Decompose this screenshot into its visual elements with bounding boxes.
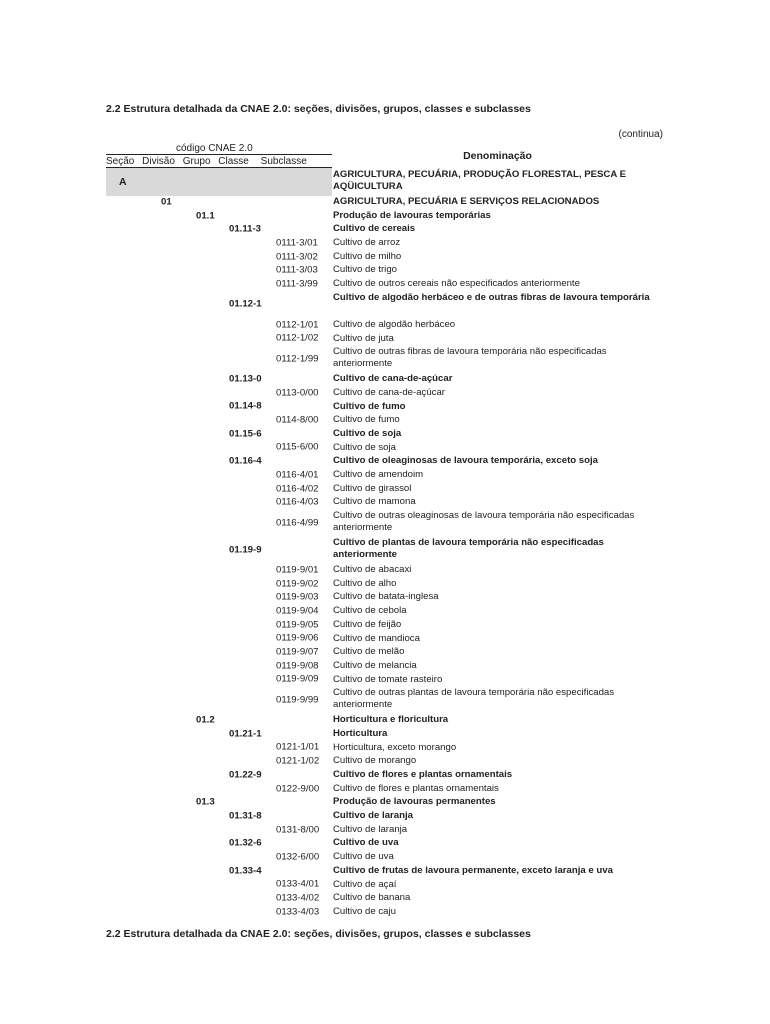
table-row bbox=[0, 632, 770, 646]
table-row bbox=[0, 168, 770, 195]
denominacao-cell: Cultivo de feijão bbox=[333, 618, 402, 630]
table-row bbox=[0, 604, 770, 618]
table-row bbox=[0, 590, 770, 604]
table-row bbox=[0, 563, 770, 577]
table-row bbox=[0, 713, 770, 727]
denominacao-cell: Cultivo de melão bbox=[333, 646, 405, 658]
header-subclasse: Subclasse bbox=[260, 156, 307, 167]
table-row bbox=[0, 413, 770, 427]
denominacao-cell: Produção de lavouras permanentes bbox=[333, 796, 496, 808]
table-row bbox=[0, 250, 770, 264]
denominacao-cell: Cultivo de cana-de-açúcar bbox=[333, 373, 453, 385]
table-row bbox=[0, 400, 770, 414]
subclasse-code: 0111-3/02 bbox=[276, 251, 318, 263]
table-row bbox=[0, 823, 770, 837]
classe-code: 01.32-6 bbox=[229, 837, 262, 849]
header-code-label: código CNAE 2.0 bbox=[176, 143, 253, 154]
denominacao-cell: Cultivo de soja bbox=[333, 427, 402, 439]
denominacao-cell: Cultivo de outras fibras de lavoura temporária não especificadas anteriormente bbox=[333, 346, 607, 370]
header-columns bbox=[106, 156, 312, 167]
subclasse-code: 0132-6/00 bbox=[276, 851, 320, 863]
classe-code: 01.14-8 bbox=[229, 400, 262, 412]
subclasse-code: 0119-9/99 bbox=[276, 694, 319, 706]
classe-code: 01.12-1 bbox=[229, 298, 262, 310]
denominacao-cell: Cultivo de girassol bbox=[333, 482, 412, 494]
classe-code: 01.15-6 bbox=[229, 428, 262, 440]
subclasse-code: 0115-6/00 bbox=[276, 441, 319, 453]
table-row bbox=[0, 673, 770, 687]
table-row bbox=[0, 454, 770, 468]
table-row bbox=[0, 318, 770, 332]
subclasse-code: 0116-4/99 bbox=[276, 517, 319, 529]
denominacao-cell: Cultivo de batata-inglesa bbox=[333, 591, 439, 603]
subclasse-code: 0119-9/05 bbox=[276, 619, 319, 631]
denominacao-cell: Cultivo de morango bbox=[333, 755, 417, 767]
denominacao-cell: Cultivo de fumo bbox=[333, 414, 400, 426]
subclasse-code: 0114-8/00 bbox=[276, 414, 319, 426]
classe-code: 01.21-1 bbox=[229, 728, 262, 740]
table-row bbox=[0, 754, 770, 768]
subclasse-code: 0111-3/99 bbox=[276, 278, 318, 290]
subclasse-code: 0121-1/01 bbox=[276, 741, 320, 753]
table-row bbox=[0, 686, 770, 713]
table-row bbox=[0, 345, 770, 372]
header-code-underline bbox=[106, 154, 332, 155]
table-row bbox=[0, 236, 770, 250]
denominacao-cell: Cultivo de algodão herbáceo e de outras fibras de lavoura temporária bbox=[333, 291, 650, 303]
table-row bbox=[0, 768, 770, 782]
denominacao-cell: Cultivo de outras oleaginosas de lavoura temporária não especificadas anteriormente bbox=[333, 510, 635, 534]
secao-code: A bbox=[119, 175, 127, 188]
table-row bbox=[0, 509, 770, 536]
denominacao-cell: Cultivo de uva bbox=[333, 851, 394, 863]
header-grupo: Grupo bbox=[182, 156, 211, 167]
denominacao-cell: Cultivo de trigo bbox=[333, 264, 397, 276]
subclasse-code: 0133-4/03 bbox=[276, 906, 320, 918]
denominacao-cell: Cultivo de mamona bbox=[333, 496, 416, 508]
denominacao-cell: Cultivo de algodão herbáceo bbox=[333, 318, 456, 330]
subclasse-code: 0116-4/01 bbox=[276, 469, 319, 481]
denominacao-cell: Cultivo de caju bbox=[333, 905, 396, 917]
classe-code: 01.33-4 bbox=[229, 865, 262, 877]
header-classe: Classe bbox=[218, 156, 249, 167]
subclasse-code: 0119-9/07 bbox=[276, 646, 319, 658]
table-row bbox=[0, 836, 770, 850]
grupo-code: 01.1 bbox=[196, 210, 215, 222]
subclasse-code: 0119-9/08 bbox=[276, 660, 319, 672]
denominacao-cell: Cultivo de mandioca bbox=[333, 632, 420, 644]
subclasse-code: 0116-4/02 bbox=[276, 483, 319, 495]
subclasse-code: 0119-9/01 bbox=[276, 564, 319, 576]
denominacao-cell: Cultivo de arroz bbox=[333, 237, 401, 249]
table-row bbox=[0, 263, 770, 277]
divisao-code: 01 bbox=[161, 196, 172, 208]
subclasse-code: 0112-1/99 bbox=[276, 353, 319, 365]
subclasse-code: 0133-4/02 bbox=[276, 892, 320, 904]
grupo-code: 01.3 bbox=[196, 796, 215, 808]
denominacao-cell: AGRICULTURA, PECUÁRIA, PRODUÇÃO FLORESTAL, PESCA E AQÜICULTURA bbox=[333, 169, 626, 192]
table-row bbox=[0, 291, 770, 318]
table-row bbox=[0, 891, 770, 905]
subclasse-code: 0111-3/03 bbox=[276, 264, 318, 276]
table-row bbox=[0, 209, 770, 223]
table-row bbox=[0, 878, 770, 892]
header-divisao: Divisão bbox=[142, 156, 175, 167]
denominacao-cell: Cultivo de cebola bbox=[333, 605, 407, 617]
denominacao-cell: Cultivo de flores e plantas ornamentais bbox=[333, 782, 499, 794]
classe-code: 01.13-0 bbox=[229, 373, 262, 385]
denominacao-cell: Cultivo de abacaxi bbox=[333, 564, 412, 576]
table-row bbox=[0, 386, 770, 400]
table-row bbox=[0, 222, 770, 236]
denominacao-cell: Produção de lavouras temporárias bbox=[333, 209, 491, 221]
table-row bbox=[0, 195, 770, 209]
table-row bbox=[0, 427, 770, 441]
denominacao-cell: Cultivo de tomate rasteiro bbox=[333, 673, 443, 685]
table-row bbox=[0, 645, 770, 659]
classe-code: 01.31-8 bbox=[229, 810, 262, 822]
subclasse-code: 0113-0/00 bbox=[276, 387, 319, 399]
cnae-table bbox=[0, 168, 770, 919]
subclasse-code: 0116-4/03 bbox=[276, 496, 319, 508]
table-row bbox=[0, 495, 770, 509]
denominacao-cell: Cultivo de açaí bbox=[333, 878, 397, 890]
denominacao-cell: Cultivo de flores e plantas ornamentais bbox=[333, 769, 513, 780]
table-row bbox=[0, 618, 770, 632]
table-row bbox=[0, 864, 770, 878]
header-secao: Seção bbox=[106, 156, 135, 167]
denominacao-cell: Cultivo de laranja bbox=[333, 810, 413, 822]
subclasse-code: 0119-9/03 bbox=[276, 591, 319, 603]
subclasse-code: 0112-1/01 bbox=[276, 319, 319, 331]
table-row bbox=[0, 536, 770, 563]
denominacao-cell: Cultivo de amendoim bbox=[333, 469, 424, 480]
denominacao-cell: Cultivo de soja bbox=[333, 441, 396, 453]
header-denominacao: Denominação bbox=[463, 150, 532, 162]
classe-code: 01.11-3 bbox=[229, 223, 262, 235]
subclasse-code: 0111-3/01 bbox=[276, 237, 318, 249]
denominacao-cell: Cultivo de alho bbox=[333, 577, 397, 589]
denominacao-cell: Horticultura bbox=[333, 727, 388, 739]
denominacao-cell: Cultivo de cana-de-açúcar bbox=[333, 386, 445, 398]
subclasse-code: 0119-9/06 bbox=[276, 632, 319, 644]
denominacao-cell: Cultivo de cereais bbox=[333, 223, 416, 235]
denominacao-cell: Cultivo de melancia bbox=[333, 659, 417, 671]
denominacao-cell: Cultivo de milho bbox=[333, 250, 402, 262]
table-row bbox=[0, 850, 770, 864]
denominacao-cell: Cultivo de juta bbox=[333, 332, 394, 344]
denominacao-cell: Cultivo de outros cereais não especificados anteriormente bbox=[333, 278, 580, 290]
denominacao-cell: Horticultura, exceto morango bbox=[333, 741, 457, 753]
subclasse-code: 0119-9/04 bbox=[276, 605, 319, 617]
table-row bbox=[0, 741, 770, 755]
table-row bbox=[0, 782, 770, 796]
table-row bbox=[0, 482, 770, 496]
denominacao-cell: Cultivo de oleaginosas de lavoura temporária, exceto soja bbox=[333, 455, 598, 467]
subclasse-code: 0119-9/02 bbox=[276, 578, 319, 590]
denominacao-cell: Horticultura e floricultura bbox=[333, 714, 449, 726]
denominacao-cell: Cultivo de outras plantas de lavoura temporária não especificadas anteriormente bbox=[333, 687, 615, 711]
table-row bbox=[0, 795, 770, 809]
denominacao-cell: Cultivo de plantas de lavoura temporária não especificadas anteriormente bbox=[333, 537, 604, 561]
classe-code: 01.19-9 bbox=[229, 544, 262, 556]
table-row bbox=[0, 659, 770, 673]
denominacao-cell: Cultivo de uva bbox=[333, 837, 399, 849]
classe-code: 01.16-4 bbox=[229, 455, 262, 467]
subclasse-code: 0133-4/01 bbox=[276, 878, 320, 890]
table-row bbox=[0, 809, 770, 823]
denominacao-cell: Cultivo de frutas de lavoura permanente, exceto laranja e uva bbox=[333, 864, 613, 876]
table-row bbox=[0, 332, 770, 346]
table-row bbox=[0, 727, 770, 741]
denominacao-cell: AGRICULTURA, PECUÁRIA E SERVIÇOS RELACIONADOS bbox=[333, 196, 600, 207]
denominacao-cell: Cultivo de banana bbox=[333, 892, 411, 904]
page-footer: 2.2 Estrutura detalhada da CNAE 2.0: seções, divisões, grupos, classes e subclasses bbox=[106, 928, 531, 940]
classe-code: 01.22-9 bbox=[229, 769, 262, 781]
grupo-code: 01.2 bbox=[196, 714, 215, 726]
table-row bbox=[0, 468, 770, 482]
subclasse-code: 0121-1/02 bbox=[276, 755, 320, 767]
table-row bbox=[0, 441, 770, 455]
denominacao-cell: Cultivo de fumo bbox=[333, 400, 406, 412]
table-row bbox=[0, 905, 770, 919]
table-row bbox=[0, 277, 770, 291]
subclasse-code: 0131-8/00 bbox=[276, 824, 320, 836]
continuation-note: (continua) bbox=[618, 129, 663, 140]
subclasse-code: 0119-9/09 bbox=[276, 673, 319, 685]
subclasse-code: 0112-1/02 bbox=[276, 332, 319, 344]
table-row bbox=[0, 577, 770, 591]
subclasse-code: 0122-9/00 bbox=[276, 783, 320, 795]
page-title: 2.2 Estrutura detalhada da CNAE 2.0: seções, divisões, grupos, classes e subclasses bbox=[106, 103, 531, 115]
denominacao-cell: Cultivo de laranja bbox=[333, 823, 408, 835]
table-row bbox=[0, 372, 770, 386]
